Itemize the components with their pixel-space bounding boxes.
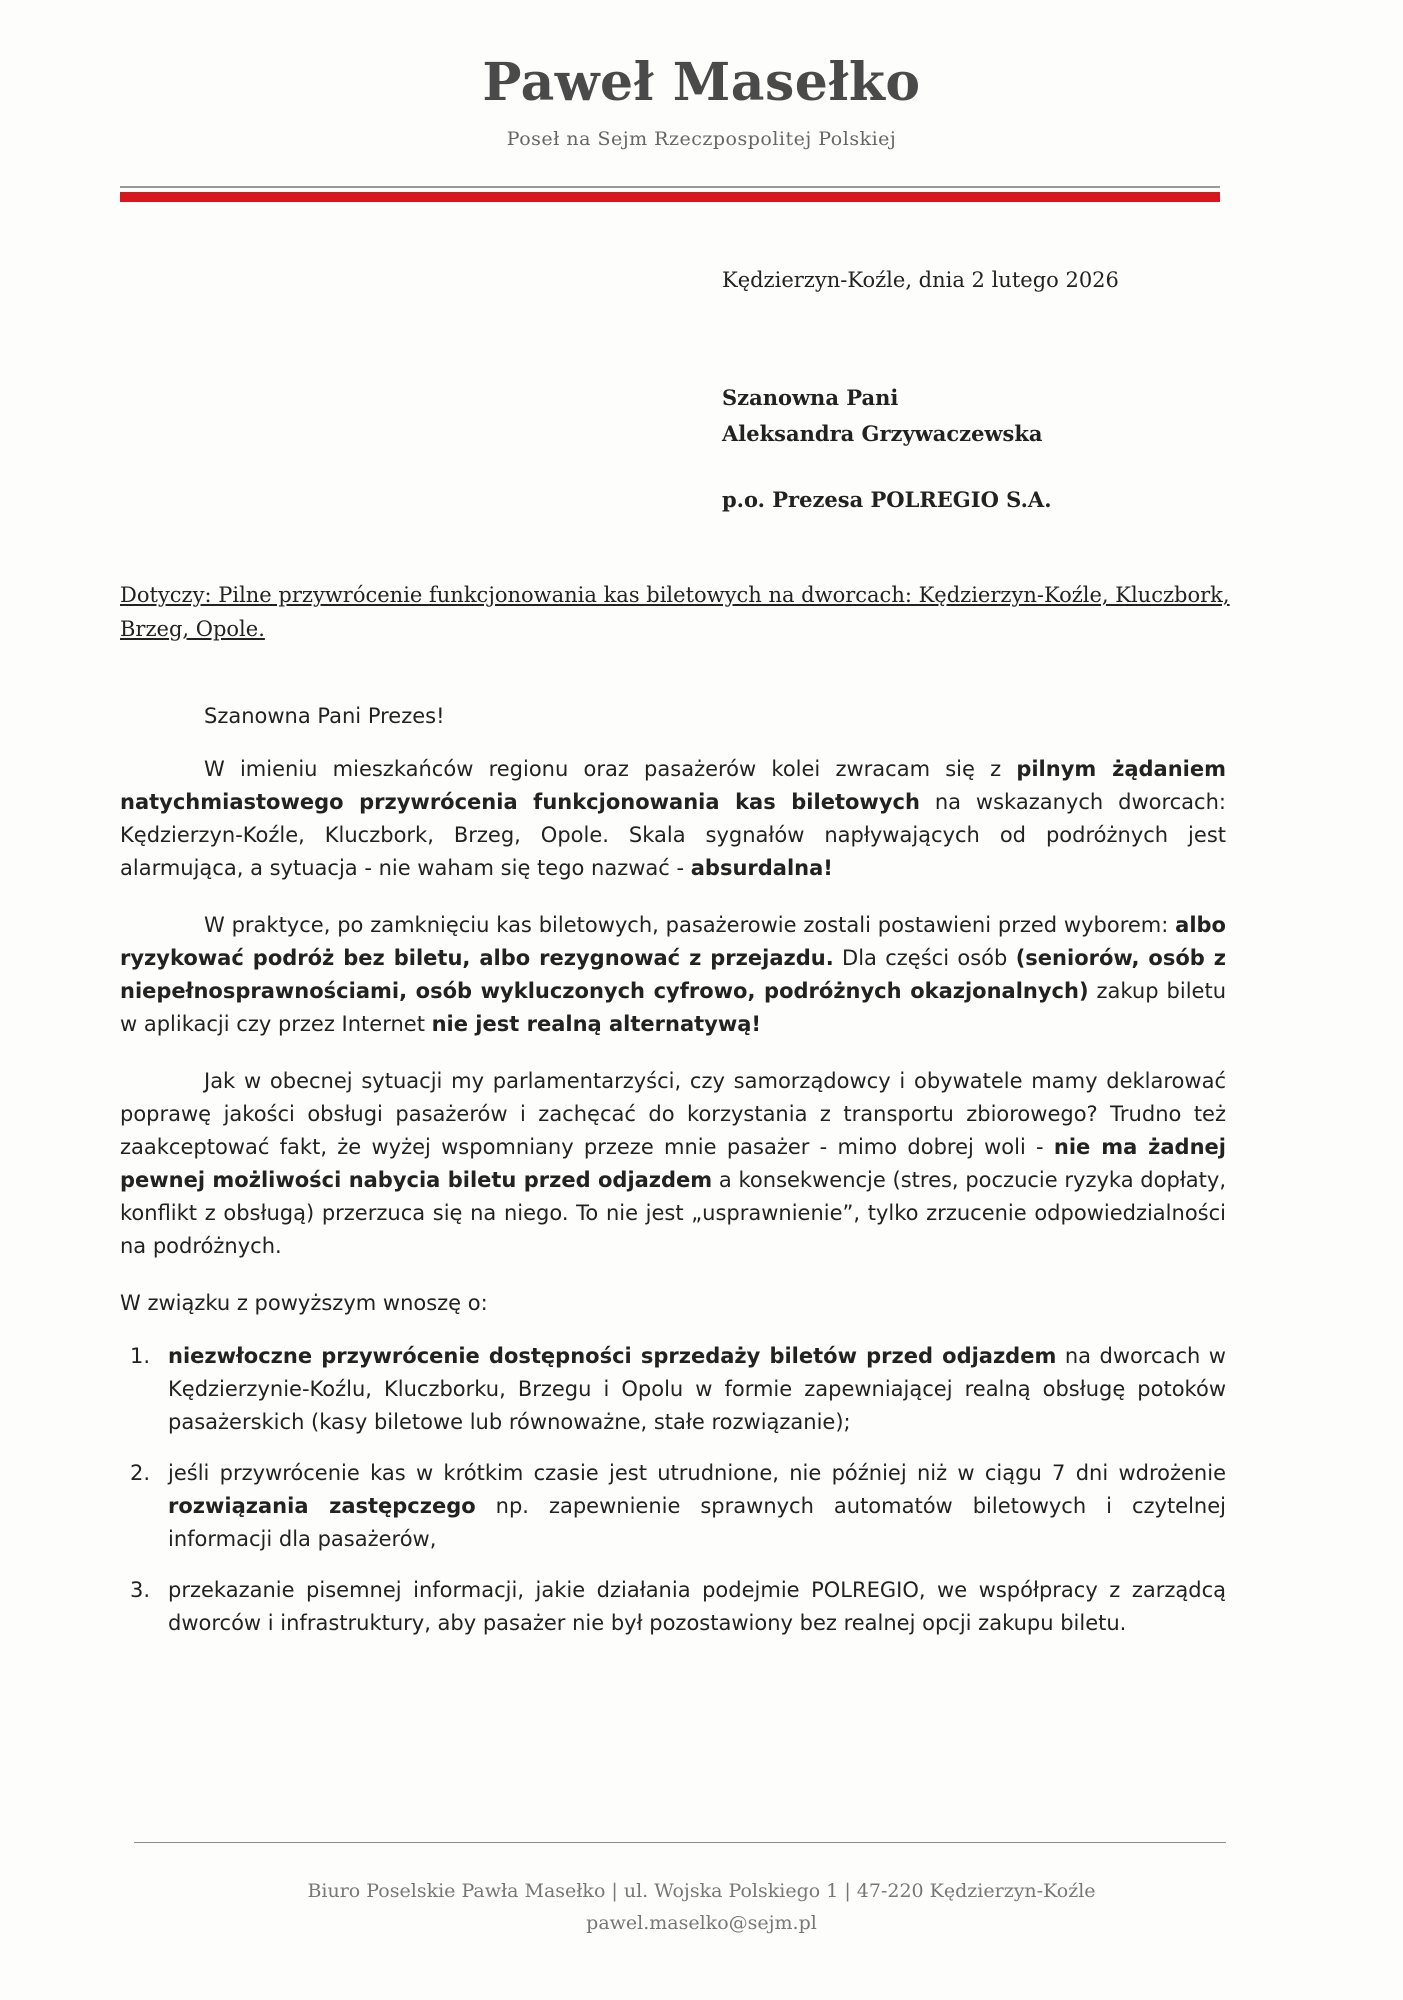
letterhead-subtitle: Poseł na Sejm Rzeczpospolitej Polskiej: [506, 128, 897, 150]
footer-address: Biuro Poselskie Pawła Masełko | ul. Wojska Polskiego 1 | 47-220 Kędzierzyn-Koźle: [307, 1880, 1096, 1902]
addressee-block: [722, 380, 1052, 518]
footer-divider: [134, 1842, 1226, 1843]
request-intro: W związku z powyższym wnoszę o:: [120, 1291, 488, 1315]
request-list: [120, 1340, 1226, 1640]
letterhead-divider: [120, 186, 1220, 188]
list-item: 1. niezwłoczne przywrócenie dostępności sprzedaży biletów przed odjazdem na dworcach w Kędzierzynie-Koźlu, Kluczborku, Brzegu i Opolu w formie zapewniającej realną obsługę potoków pasażerskich (kasy biletowe lub równoważne, stałe rozwiązanie);: [130, 1344, 1226, 1434]
list-item: 2. jeśli przywrócenie kas w krótkim czasie jest utrudnione, nie później niż w ciągu 7 dni wdrożenie rozwiązania zastępczego np. zapewnienie sprawnych automatów biletowych i czytelnej informacji dla pasażerów,: [130, 1461, 1226, 1551]
footer-email: pawel.maselko@sejm.pl: [586, 1912, 817, 1934]
letter-body: [120, 700, 1226, 1658]
addressee-role: p.o. Prezesa POLREGIO S.A.: [722, 487, 1052, 512]
addressee-name: Aleksandra Grzywaczewska: [722, 421, 1043, 446]
list-item: 3. przekazanie pisemnej informacji, jakie działania podejmie POLREGIO, we współpracy z zarządcą dworców i infrastruktury, aby pasażer nie był pozostawiony bez realnej opcji zakupu biletu.: [130, 1578, 1226, 1635]
addressee-salutation: Szanowna Pani: [722, 385, 899, 410]
date-line: Kędzierzyn-Koźle, dnia 2 lutego 2026: [722, 268, 1119, 292]
paragraph-1: W imieniu mieszkańców regionu oraz pasażerów kolei zwracam się z pilnym żądaniem natychmiastowego przywrócenia funkcjonowania kas biletowych na wskazanych dworcach: Kędzierzyn-Koźle, Kluczbork, Brzeg, Opole. Skala sygnałów napływających od podróżnych jest alarmująca, a sytuacja - nie waham się tego nazwać - absurdalna!: [120, 757, 1226, 880]
letterhead-name: Paweł Masełko: [482, 52, 921, 113]
subject-line: Dotyczy: Pilne przywrócenie funkcjonowania kas biletowych na dworcach: Kędzierzyn-Koźle, Kluczbork, Brzeg, Opole.: [120, 583, 1230, 641]
greeting: Szanowna Pani Prezes!: [204, 704, 445, 728]
letterhead-red-bar: [120, 192, 1220, 202]
paragraph-3: Jak w obecnej sytuacji my parlamentarzyści, czy samorządowcy i obywatele mamy deklarować poprawę jakości obsługi pasażerów i zachęcać do korzystania z transportu zbiorowego? Trudno też zaakceptować fakt, że wyżej wspomniany przeze mnie pasażer - mimo dobrej woli - nie ma żadnej pewnej możliwości nabycia biletu przed odjazdem a konsekwencje (stres, poczucie ryzyka dopłaty, konflikt z obsługą) przerzuca się na niego. To nie jest „usprawnienie”, tylko zrzucenie odpowiedzialności na podróżnych.: [120, 1069, 1226, 1258]
paragraph-2: W praktyce, po zamknięciu kas biletowych, pasażerowie zostali postawieni przed wyborem: albo ryzykować podróż bez biletu, albo rezygnować z przejazdu. Dla części osób (seniorów, osób z niepełnosprawnościami, osób wykluczonych cyfrowo, podróżnych okazjonalnych) zakup biletu w aplikacji czy przez Internet nie jest realną alternatywą!: [120, 913, 1227, 1036]
